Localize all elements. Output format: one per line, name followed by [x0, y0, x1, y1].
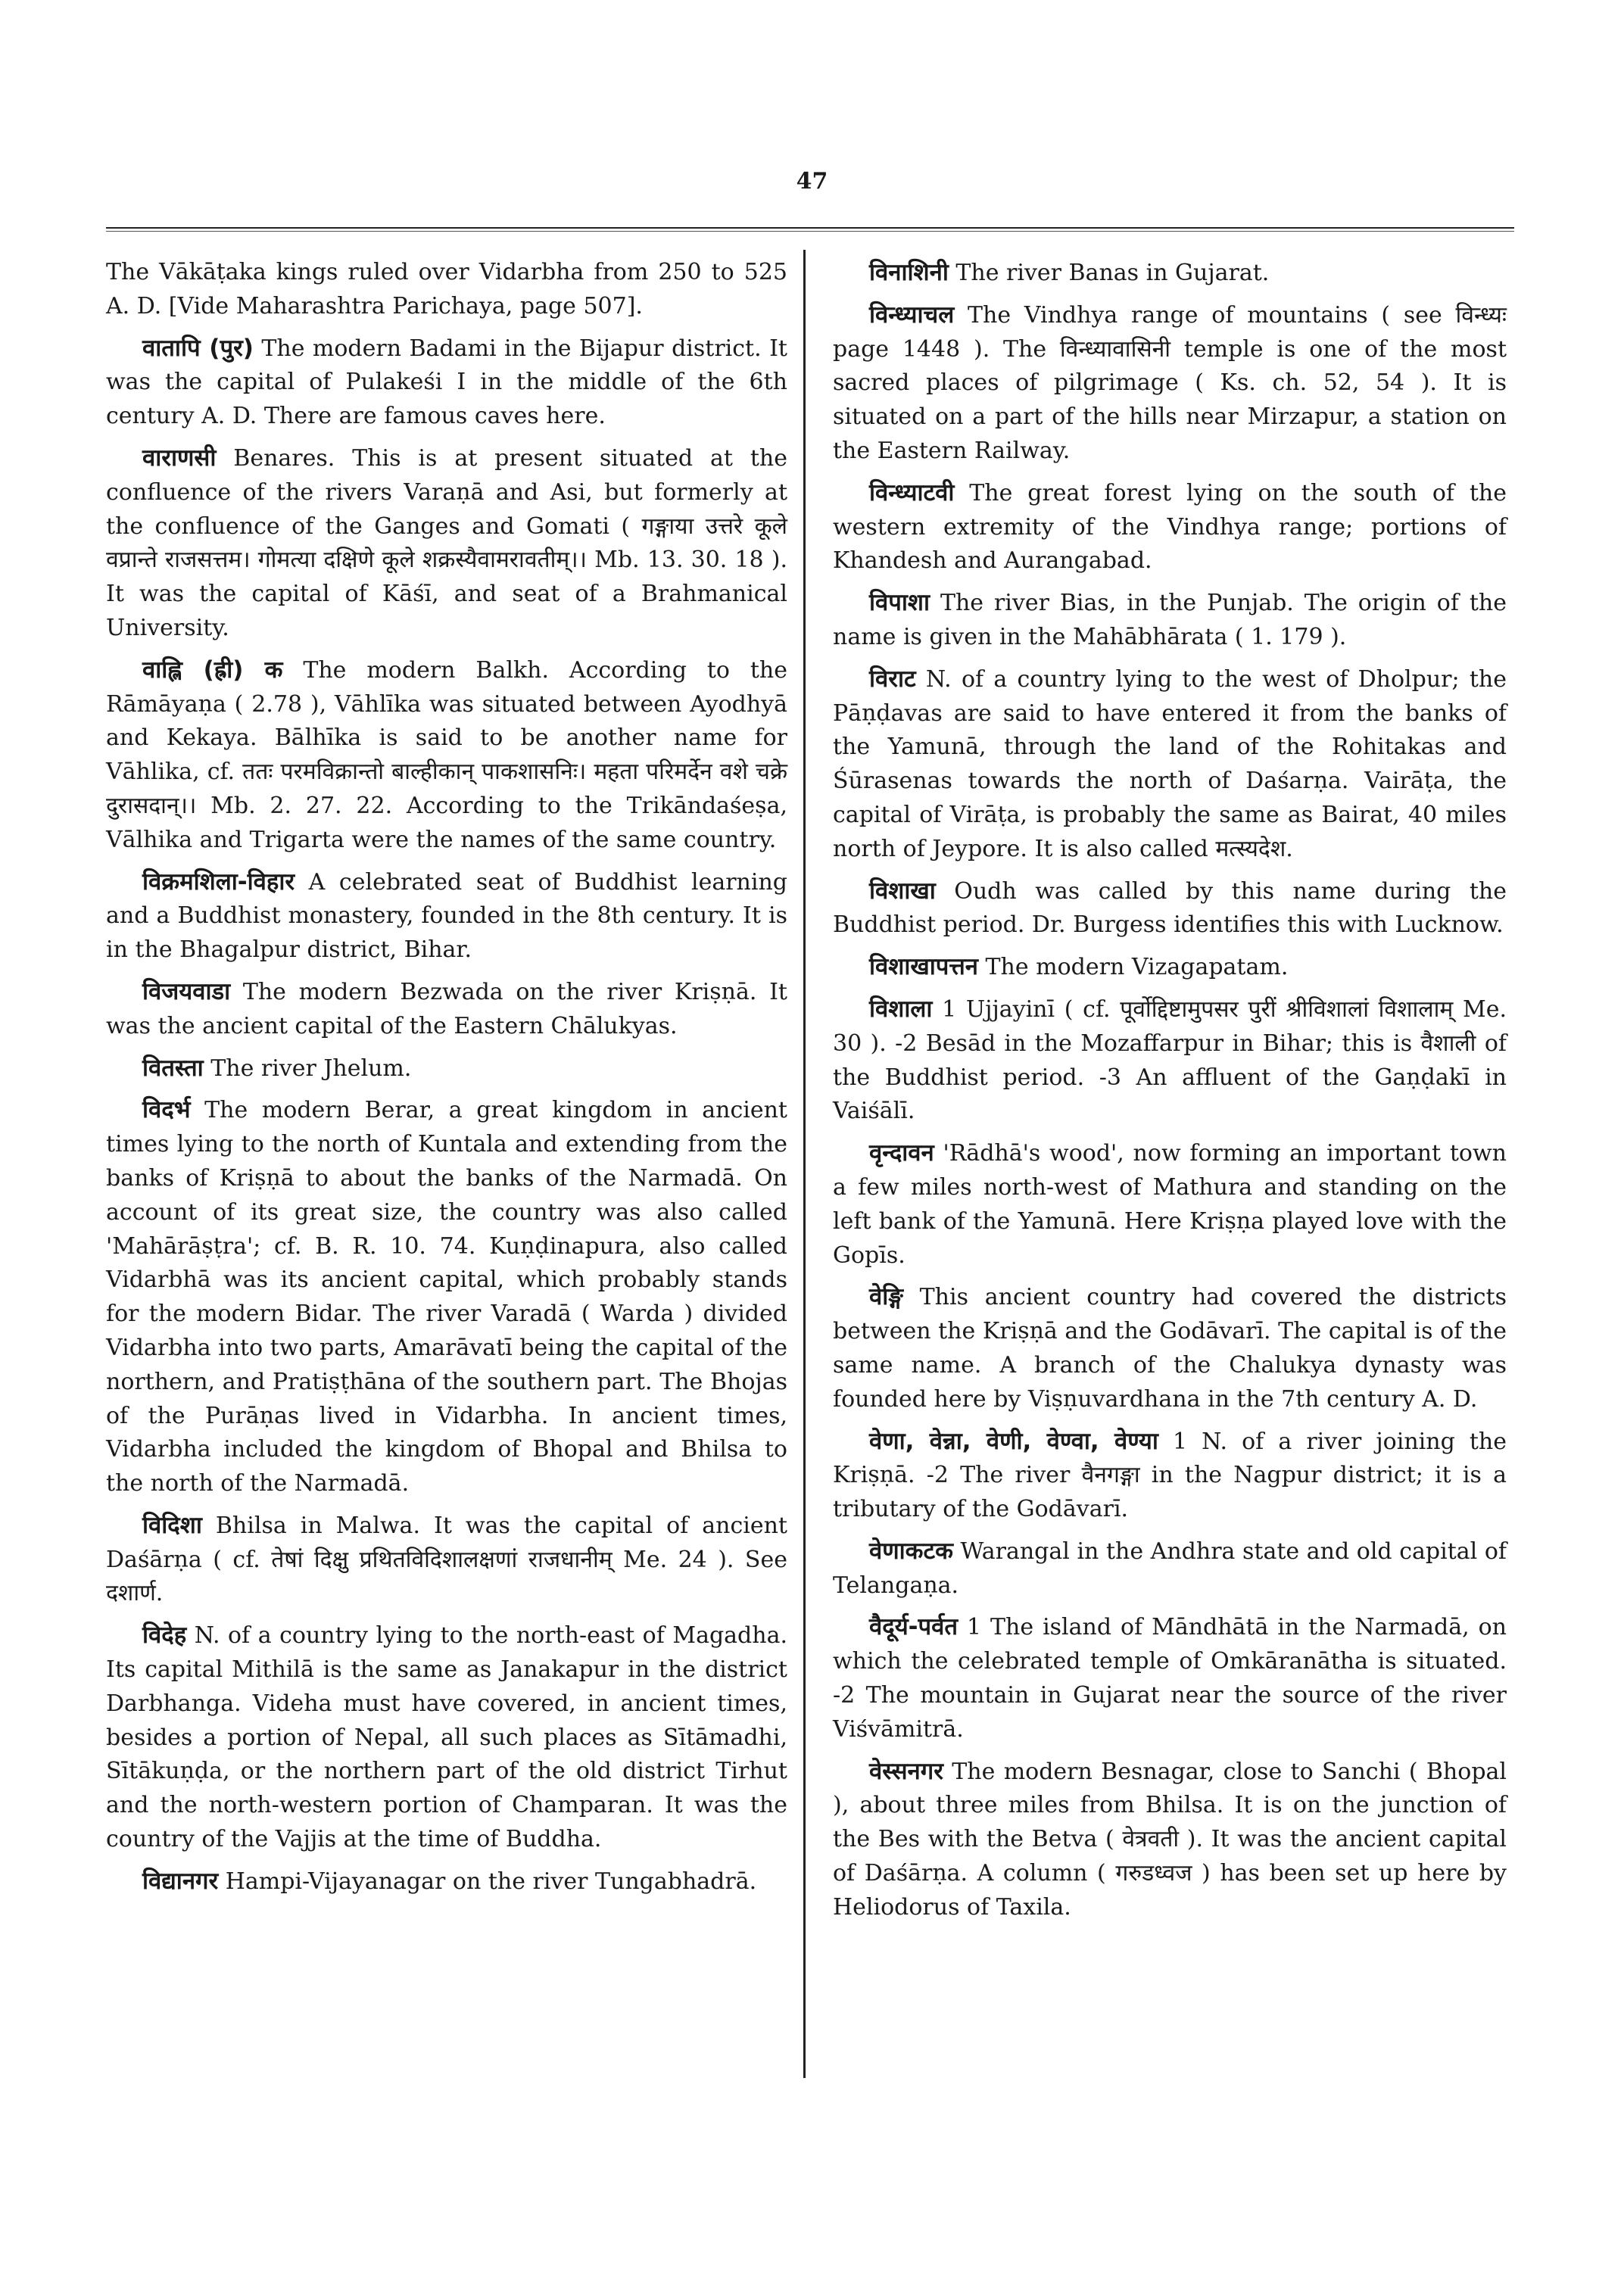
dictionary-entry	[833, 586, 1507, 655]
entry-headword: वाह्लि (ह्री) क	[142, 656, 283, 684]
entry-headword: वेङ्गि	[869, 1283, 903, 1311]
entry-headword: वैदूर्य-पर्वत	[869, 1613, 959, 1641]
dictionary-entry	[106, 865, 787, 967]
entry-headword: वातापि (पुर)	[142, 334, 254, 362]
entry-text: 1 Ujjayinī ( cf. पूर्वोद्दिष्टामुपसर पुरीं श्रीविशालां विशालाम् Me. 30 ). -2 Besād in the Mozaffarpur in Bihar; this is वैशाली of the Buddhist period. -3 An affluent of the Gaṇḍakī in Vaiśālī.	[833, 995, 1507, 1125]
dictionary-entry	[833, 992, 1507, 1129]
entry-text: The modern Balkh. According to the Rāmāyaṇa ( 2.78 ), Vāhlīka was situated between Ayodhyā and Kekaya. Bālhīka is said to be another name for Vāhlika, cf. ततः परमविक्रान्तो बाल्हीकान् पाकशासनिः। महता परिमर्देन वशे चक्रे दुरासदान्।। Mb. 2. 27. 22. According to the Trikāndaśeṣa, Vālhika and Trigarta were the names of the same country.	[106, 656, 788, 853]
dictionary-entry	[833, 1534, 1507, 1603]
dictionary-entry	[106, 441, 787, 646]
entry-text: The river Bias, in the Punjab. The origin of the name is given in the Mahābhārata ( 1. 179 ).	[833, 590, 1507, 650]
entry-headword: विक्रमशिला-विहार	[142, 868, 295, 896]
entry-text: The great forest lying on the south of the western extremity of the Vindhya range; portions of Khandesh and Aurangabad.	[833, 479, 1507, 575]
entry-headword: विपाशा	[869, 589, 930, 617]
entry-text: This ancient country had covered the districts between the Kriṣṇā and the Godāvarī. The capital is of the same name. A branch of the Chalukya dynasty was founded here by Viṣṇuvardhana in the 7th century A. D.	[833, 1284, 1507, 1413]
entry-headword: वेणाकटक	[869, 1537, 953, 1565]
entry-text: N. of a country lying to the north-east of Magadha. Its capital Mithilā is the same as Janakapur in the district Darbhanga. Videha must have covered, in ancient times, besides a portion of Nepal, all such places as Sītāmadhi, Sītākuṇḍa, or the northern part of the old district Tirhut and the north-western portion of Champaran. It was the country of the Vajjis at the time of Buddha.	[106, 1622, 787, 1853]
dictionary-entry	[106, 1509, 787, 1611]
entry-headword: विराट	[869, 665, 916, 693]
entry-headword: विन्ध्याचल	[869, 301, 955, 329]
entry-headword: विदेह	[142, 1622, 187, 1650]
entry-headword: विदर्भ	[142, 1096, 191, 1124]
page-number: 47	[796, 168, 828, 195]
entry-headword: विनाशिनी	[869, 259, 949, 286]
dictionary-entry	[833, 1610, 1507, 1746]
entry-text: The river Jhelum.	[210, 1055, 412, 1082]
entry-text: The Vākāṭaka kings ruled over Vidarbha from 250 to 525 A. D. [Vide Maharashtra Parichaya, page 507].	[106, 259, 787, 319]
header-rule	[106, 227, 1514, 232]
entry-text: The modern Besnagar, close to Sanchi ( Bhopal ), about three miles from Bhilsa. It is on the junction of the Bes with the Betva ( वेत्रवती ). It was the ancient capital of Daśārṇa. A column ( गरुडध्वज ) has been set up here by Heliodorus of Taxila.	[833, 1758, 1507, 1921]
entry-text: 'Rādhā's wood', now forming an important town a few miles north-west of Mathura and standing on the left bank of the Yamunā. Here Kriṣṇa played love with the Gopīs.	[833, 1140, 1507, 1269]
dictionary-entry	[106, 332, 787, 434]
entry-text: The Vindhya range of mountains ( see विन्ध्यः page 1448 ). The विन्ध्यावासिनी temple is one of the most sacred places of pilgrimage ( Ks. ch. 52, 54 ). It is situated on a part of the hills near Mirzapur, a station on the Eastern Railway.	[833, 301, 1507, 464]
dictionary-entry	[106, 1865, 787, 1899]
entry-text: The modern Vizagapatam.	[985, 954, 1289, 981]
dictionary-entry	[833, 1755, 1507, 1925]
entry-text: Warangal in the Andhra state and old capital of Telangaṇa.	[833, 1537, 1507, 1599]
entry-headword: वृन्दावन	[869, 1139, 934, 1167]
dictionary-entry	[833, 1425, 1507, 1527]
dictionary-entry	[106, 256, 787, 324]
entry-text: Bhilsa in Malwa. It was the capital of ancient Daśārṇa ( cf. तेषां दिक्षु प्रथितविदिशालक्षणां राजधानीम् Me. 24 ). See दशार्ण.	[106, 1512, 787, 1607]
column-divider	[803, 250, 806, 2078]
dictionary-entry	[833, 874, 1507, 943]
entry-headword: विशाला	[869, 995, 933, 1023]
entry-headword: वेणा, वेन्ना, वेणी, वेण्वा, वेण्या	[869, 1427, 1158, 1455]
entry-text: 1 N. of a river joining the Kriṣṇā. -2 The river वैनगङ्गा in the Nagpur district; it is a tributary of the Godāvarī.	[833, 1428, 1507, 1523]
dictionary-entry	[833, 298, 1507, 469]
dictionary-entry	[106, 653, 787, 858]
entry-text: The modern Badami in the Bijapur district. It was the capital of Pulakeśi I in the middle of the 6th century A. D. There are famous caves here.	[106, 335, 787, 430]
entry-text: The modern Berar, a great kingdom in ancient times lying to the north of Kuntala and extending from the banks of Kriṣṇā to about the banks of the Narmadā. On account of its great size, the country was also called 'Mahārāṣṭra'; cf. B. R. 10. 74. Kuṇḍinapura, also called Vidarbhā was its ancient capital, which probably stands for the modern Bidar. The river Varadā ( Warda ) divided Vidarbha into two parts, Amarāvatī being the capital of the northern, and Pratiṣṭhāna of the southern part. The Bhojas of the Purāṇas lived in Vidarbha. In ancient times, Vidarbha included the kingdom of Bhopal and Bhilsa to the north of the Narmadā.	[106, 1097, 787, 1497]
entry-headword: विशाखा	[869, 877, 936, 905]
right-column	[833, 256, 1507, 1933]
entry-headword: विजयवाडा	[142, 977, 231, 1005]
dictionary-entry	[106, 1051, 787, 1086]
dictionary-entry	[106, 1618, 787, 1857]
entry-headword: वेस्सनगर	[869, 1757, 943, 1785]
dictionary-entry	[833, 662, 1507, 867]
entry-text: N. of a country lying to the west of Dholpur; the Pāṇḍavas are said to have entered it from the banks of the Yamunā, through the land of the Rohitakas and Śūrasenas towards the north of Daśarṇa. Vairāṭa, the capital of Virāṭa, is probably the same as Bairat, 40 miles north of Jeypore. It is also called मत्स्यदेश.	[833, 665, 1507, 862]
entry-headword: विन्ध्याटवी	[869, 478, 955, 506]
dictionary-entry	[833, 256, 1507, 291]
entry-text: The river Banas in Gujarat.	[955, 260, 1270, 286]
dictionary-entry	[106, 1093, 787, 1501]
entry-text: 1 The island of Māndhātā in the Narmadā, on which the celebrated temple of Omkāranātha is situated. -2 The mountain in Gujarat near the source of the river Viśvāmitrā.	[833, 1614, 1507, 1743]
dictionary-entry	[106, 975, 787, 1044]
entry-headword: वितस्ता	[142, 1054, 204, 1082]
entry-text: Benares. This is at present situated at the confluence of the rivers Varaṇā and Asi, but formerly at the confluence of the Ganges and Gomati ( गङ्गाया उत्तरे कूले वप्रान्ते राजसत्तम। गोमत्या दक्षिणे कूले शक्रस्यैवामरावतीम्।। Mb. 13. 30. 18 ). It was the capital of Kāśī, and seat of a Brahmanical University.	[106, 444, 787, 641]
dictionary-entry	[833, 476, 1507, 578]
entry-headword: वाराणसी	[142, 444, 217, 472]
entry-text: Hampi-Vijayanagar on the river Tungabhadrā.	[225, 1868, 757, 1895]
entry-text: Oudh was called by this name during the Buddhist period. Dr. Burgess identifies this with Lucknow.	[833, 877, 1507, 939]
dictionary-entry	[833, 1280, 1507, 1416]
dictionary-entry	[833, 1136, 1507, 1273]
entry-text: A celebrated seat of Buddhist learning and a Buddhist monastery, founded in the 8th century. It is in the Bhagalpur district, Bihar.	[106, 868, 788, 964]
entry-headword: विशाखापत्तन	[869, 953, 978, 981]
dictionary-entry	[833, 950, 1507, 985]
entry-headword: विदिशा	[142, 1511, 202, 1539]
entry-text: The modern Bezwada on the river Kriṣṇā. It was the ancient capital of the Eastern Chālukyas.	[106, 978, 787, 1039]
entry-headword: विद्यानगर	[142, 1867, 219, 1895]
left-column	[106, 256, 787, 1907]
